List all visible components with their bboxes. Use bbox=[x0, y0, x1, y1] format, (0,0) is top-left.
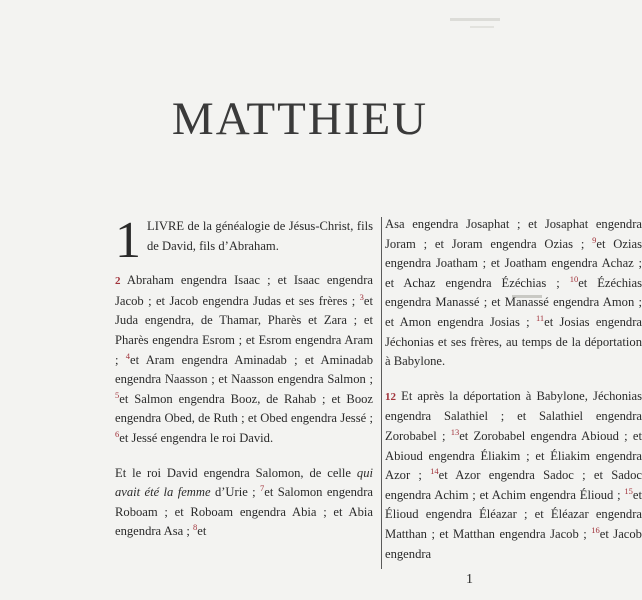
chapter-number: 1 bbox=[115, 212, 141, 269]
paragraph bbox=[115, 464, 373, 542]
verse-text: et Salmon engendra Booz, de Rahab ; et Booz engendra Obed, de Ruth ; et Obed engendra Jessé ; bbox=[115, 391, 373, 426]
verse-number: 3 bbox=[359, 291, 364, 302]
verse-text: et Salomon engendra Roboam ; et Roboam engendra Abia ; et Abia engendra Asa ; bbox=[115, 485, 373, 539]
verse-number: 4 bbox=[125, 350, 131, 361]
verse-text: LIVRE de la généalogie de Jésus-Christ, fils de David, fils d’Abraham. bbox=[147, 219, 373, 253]
scan-artifact-mark bbox=[450, 18, 500, 21]
verse-text: et Ozias engendra Joatham ; et Joatham engendra Achaz ; et Achaz engendra Ézéchias ; bbox=[385, 236, 642, 290]
verse-number: 2 bbox=[115, 275, 121, 288]
verse-number: 9 bbox=[592, 234, 597, 245]
verse-text: et Élioud engendra Éléazar ; et Éléazar engendra Matthan ; et Matthan engendra Jacob ; bbox=[385, 487, 642, 541]
verse-text: Et le roi David engendra Salomon, de celle bbox=[115, 465, 351, 480]
column-divider bbox=[381, 217, 382, 569]
verse-text: Et après la déportation à Babylone, Jéchonias engendra Salathiel ; et Salathiel engendra Zorobabel ; bbox=[385, 388, 642, 443]
verse-text: Abraham engendra Isaac ; et Isaac engendra Jacob ; et Jacob engendra Judas et ses frères ; bbox=[115, 273, 373, 308]
italic-text: qui avait été la femme bbox=[115, 465, 373, 500]
verse-text: et Jessé engendra le roi David. bbox=[119, 430, 274, 445]
verse-text: et Juda engendra, de Thamar, Pharès et Zara ; et Pharès engendra Esrom ; et Esrom engendra Aram ; bbox=[115, 293, 373, 367]
paragraph bbox=[115, 271, 373, 448]
verse-number: 11 bbox=[535, 312, 545, 323]
verse-text: et Zorobabel engendra Abioud ; et Abioud engendra Éliakim ; et Éliakim engendra Azor ; bbox=[385, 428, 642, 483]
verse-number: 10 bbox=[569, 273, 579, 284]
verse-text: et Aram engendra Aminadab ; et Aminadab engendra Naasson ; et Naasson engendra Salmon ; bbox=[115, 352, 373, 387]
page-number: 1 bbox=[466, 572, 473, 587]
paragraph bbox=[385, 215, 642, 372]
scan-artifact-mark bbox=[470, 26, 494, 28]
chapter-opening bbox=[115, 212, 373, 269]
verse-number: 5 bbox=[115, 389, 120, 400]
verse-number: 7 bbox=[260, 482, 265, 493]
verse-number: 14 bbox=[430, 465, 439, 476]
verse-number: 16 bbox=[591, 524, 600, 535]
verse-number: 8 bbox=[193, 522, 198, 533]
verse-text: Asa engendra Josaphat ; et Josaphat engendra Joram ; et Joram engendra Ozias ; bbox=[385, 217, 642, 251]
verse-number: 6 bbox=[115, 428, 120, 439]
right-column bbox=[385, 215, 642, 564]
verse-text: et Jacob engendra bbox=[385, 526, 642, 561]
verse-number: 13 bbox=[450, 426, 460, 437]
verse-text: et bbox=[197, 524, 207, 539]
verse-text: et Josias engendra Jéchonias et ses frères, au temps de la déportation à Babylone. bbox=[385, 314, 642, 369]
paragraph bbox=[385, 387, 642, 564]
verse-number: 12 bbox=[385, 390, 396, 403]
verse-text: et Ézéchias engendra Manassé ; et Manassé engendra Amon ; et Amon engendra Josias ; bbox=[385, 275, 642, 329]
verse-text: d’Urie ; bbox=[214, 485, 256, 500]
book-title: MATTHIEU bbox=[171, 93, 429, 145]
verse-text: et Azor engendra Sadoc ; et Sadoc engendra Achim ; et Achim engendra Élioud ; bbox=[385, 468, 642, 502]
verse-number: 15 bbox=[624, 485, 633, 496]
left-column bbox=[115, 212, 373, 542]
